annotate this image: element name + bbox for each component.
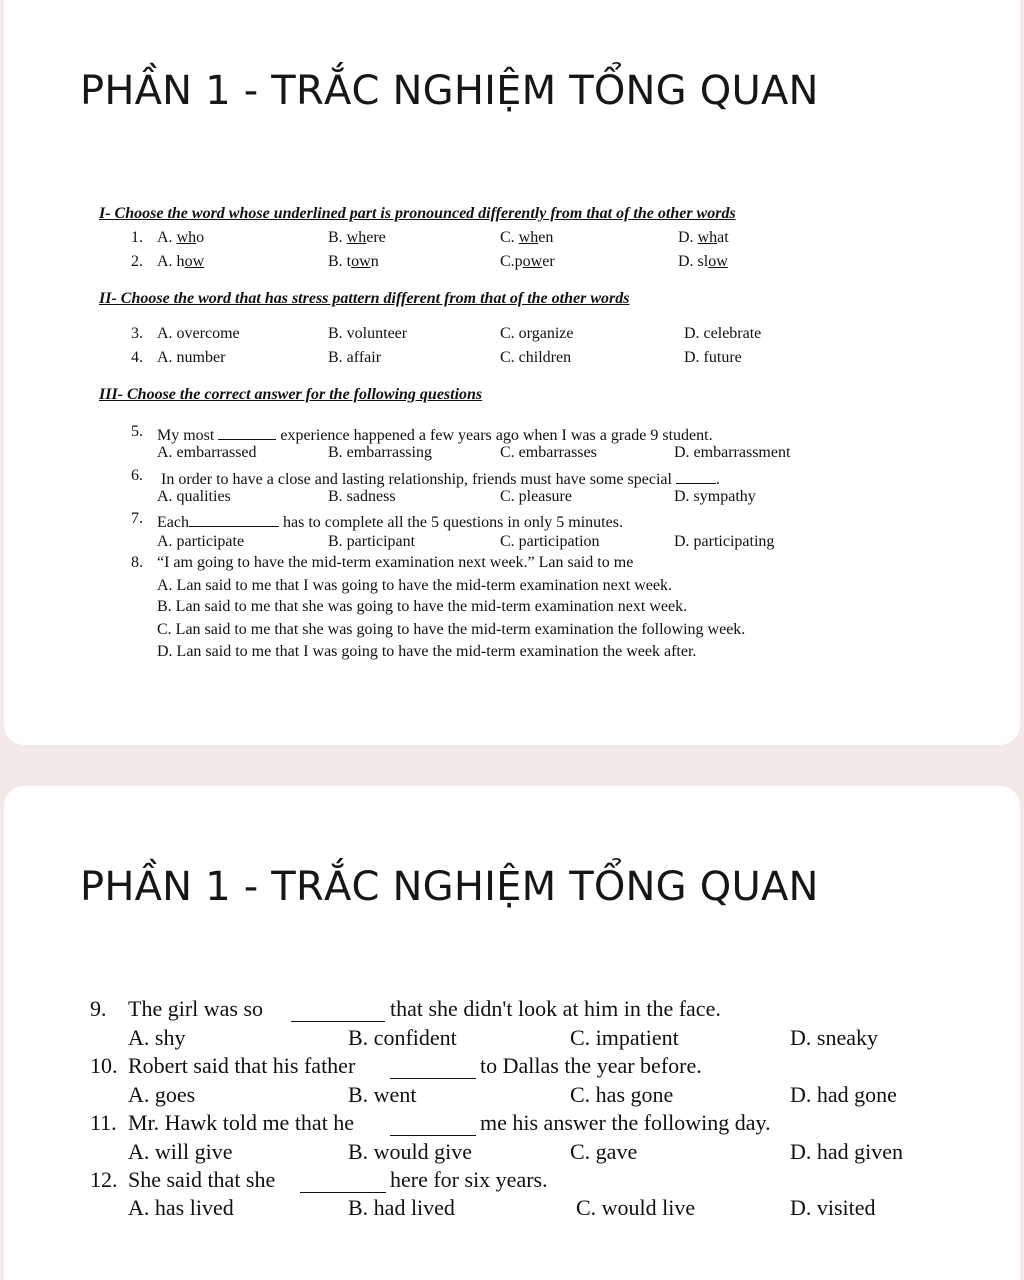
answer-blank <box>676 467 716 484</box>
option-a: A. number <box>157 349 226 366</box>
option-c: C. embarrasses <box>500 444 597 461</box>
page-title: PHẦN 1 - TRẮC NGHIỆM TỔNG QUAN <box>80 864 819 910</box>
section-3-heading: III- Choose the correct answer for the following questions <box>99 386 483 403</box>
answer-blank <box>390 1078 476 1079</box>
worksheet-page-2 <box>4 786 1020 1280</box>
option-d: D. slow <box>678 253 728 270</box>
option-b: B. went <box>348 1082 417 1107</box>
option-a: A. overcome <box>157 325 240 342</box>
option-d: D. had given <box>790 1139 904 1164</box>
option-d: D. sneaky <box>790 1025 878 1050</box>
option-c: C. pleasure <box>500 488 572 505</box>
option-b: B. embarrassing <box>328 444 432 461</box>
option-a: A. shy <box>128 1025 186 1050</box>
question-text: “I am going to have the mid-term examination next week.” Lan said to me <box>157 554 634 571</box>
question-number: 6. <box>131 467 143 484</box>
section-2-heading: II- Choose the word that has stress pattern different from that of the other words <box>99 290 630 307</box>
option-a: A. how <box>157 253 205 270</box>
option-d: D. Lan said to me that I was going to have the mid-term examination the week after. <box>157 643 697 660</box>
question-number: 1. <box>131 229 143 246</box>
option-c: C. Lan said to me that she was going to have the mid-term examination the following week. <box>157 621 746 638</box>
option-d: D. future <box>684 349 742 366</box>
question-text: here for six years. <box>390 1167 548 1192</box>
option-c: C.power <box>500 253 555 270</box>
answer-blank <box>300 1192 386 1193</box>
question-text: Robert said that his father <box>128 1053 356 1078</box>
option-b: B. would give <box>348 1139 473 1164</box>
option-d: D. visited <box>790 1195 876 1220</box>
section-1-heading: I- Choose the word whose underlined part is pronounced differently from that of the other words <box>99 205 736 222</box>
question-number: 8. <box>131 554 143 571</box>
option-b: B. Lan said to me that she was going to have the mid-term examination next week. <box>157 598 688 615</box>
option-b: B. participant <box>328 533 416 550</box>
option-c: C. participation <box>500 533 600 550</box>
option-b: B. where <box>328 229 386 246</box>
question-text: me his answer the following day. <box>480 1110 771 1135</box>
option-d: D. participating <box>674 533 775 550</box>
option-d: D. had gone <box>790 1082 897 1107</box>
question-number: 3. <box>131 325 143 342</box>
option-b: B. affair <box>328 349 382 366</box>
question-number: 11. <box>90 1110 117 1135</box>
answer-blank <box>291 1021 385 1022</box>
option-a: A. goes <box>128 1082 196 1107</box>
question-number: 9. <box>90 996 107 1021</box>
question-text: My most experience happened a few years ago when I was a grade 9 student. <box>157 423 713 445</box>
page-title: PHẦN 1 - TRẮC NGHIỆM TỔNG QUAN <box>80 68 819 114</box>
question-number: 5. <box>131 423 143 440</box>
question-text: that she didn't look at him in the face. <box>390 996 721 1021</box>
option-a: A. will give <box>128 1139 233 1164</box>
option-c: C. organize <box>500 325 574 342</box>
answer-blank <box>189 510 279 527</box>
option-c: C. has gone <box>570 1082 674 1107</box>
option-b: B. confident <box>348 1025 457 1050</box>
option-d: D. embarrassment <box>674 444 791 461</box>
question-number: 4. <box>131 349 143 366</box>
question-text: Each has to complete all the 5 questions in only 5 minutes. <box>157 510 623 532</box>
option-c: C. impatient <box>570 1025 679 1050</box>
option-b: B. volunteer <box>328 325 408 342</box>
question-text: She said that she <box>128 1167 276 1192</box>
answer-blank <box>218 423 276 440</box>
option-c: C. gave <box>570 1139 638 1164</box>
option-c: C. when <box>500 229 554 246</box>
option-a: A. Lan said to me that I was going to have the mid-term examination next week. <box>157 577 672 594</box>
option-a: A. has lived <box>128 1195 234 1220</box>
question-text: Mr. Hawk told me that he <box>128 1110 355 1135</box>
option-a: A. participate <box>157 533 245 550</box>
question-number: 2. <box>131 253 143 270</box>
answer-blank <box>390 1135 476 1136</box>
option-a: A. qualities <box>157 488 231 505</box>
option-b: B. town <box>328 253 379 270</box>
question-text: The girl was so <box>128 996 264 1021</box>
option-d: D. what <box>678 229 729 246</box>
option-d: D. celebrate <box>684 325 762 342</box>
question-text: to Dallas the year before. <box>480 1053 702 1078</box>
question-number: 7. <box>131 510 143 527</box>
option-b: B. had lived <box>348 1195 455 1220</box>
worksheet-page-1 <box>4 0 1020 745</box>
option-a: A. who <box>157 229 205 246</box>
question-number: 12. <box>90 1167 118 1192</box>
option-d: D. sympathy <box>674 488 756 505</box>
question-number: 10. <box>90 1053 118 1078</box>
question-text: In order to have a close and lasting relationship, friends must have some special . <box>161 467 720 489</box>
option-c: C. would live <box>576 1195 696 1220</box>
option-c: C. children <box>500 349 572 366</box>
option-b: B. sadness <box>328 488 396 505</box>
option-a: A. embarrassed <box>157 444 257 461</box>
